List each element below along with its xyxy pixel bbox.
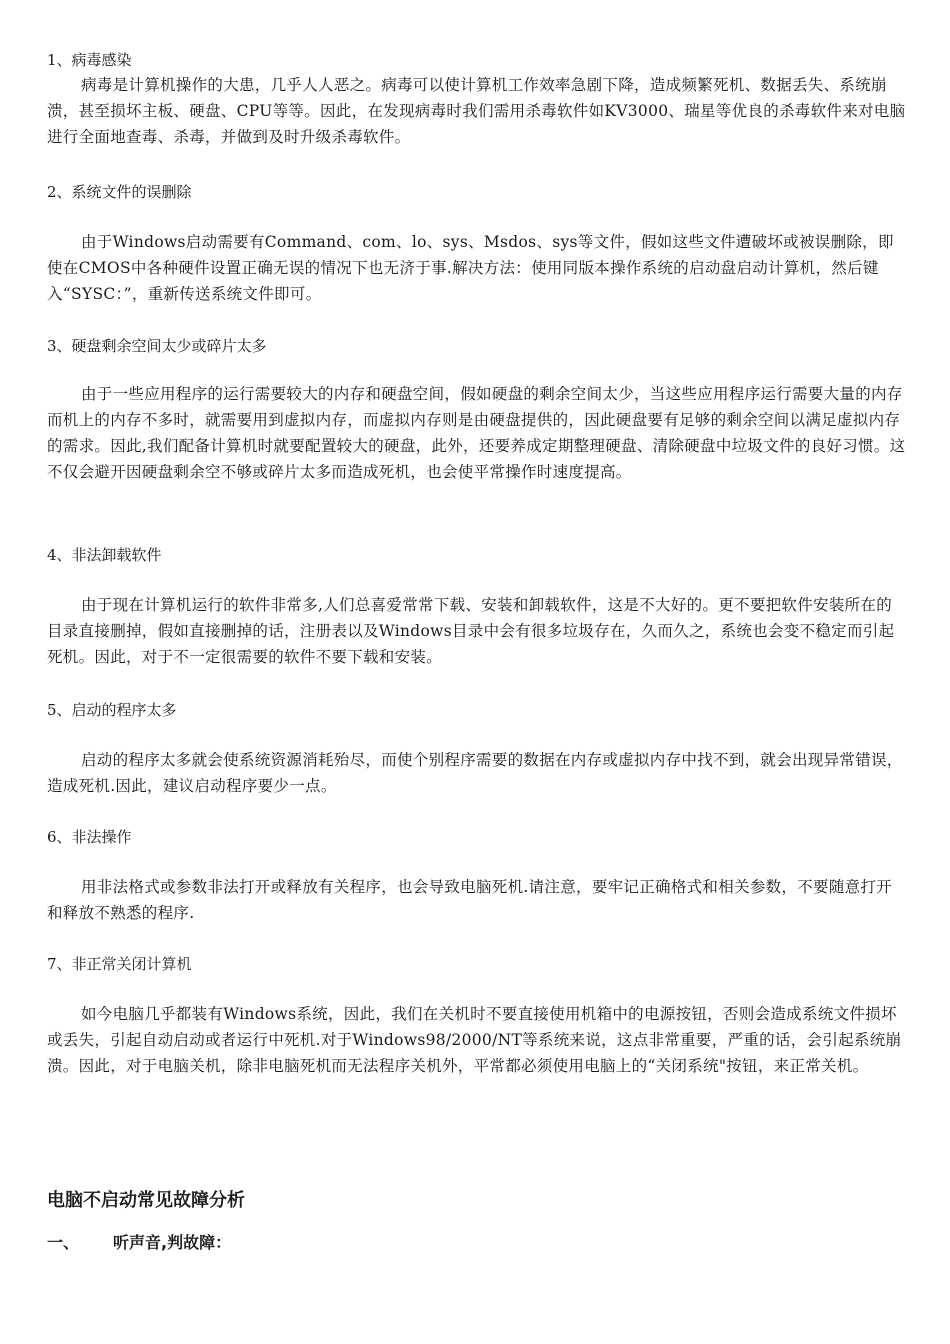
section-text-7: 如今电脑几乎都装有Windows系统，因此，我们在关机时不要直接使用机箱中的电源按钮，否则会造成系统文件损坏或丢失，引起自动启动或者运行中死机.对于Windows98/2000/NT等系统来说，这点非常重要，严重的话，会引起系统崩溃。因此，对于电脑关机，除非电脑死机而无法程序关机外，平常都必须使用电脑上的“关闭系统"按钮，来正常关机。 bbox=[47, 1005, 902, 1075]
sub-heading-number: 一、 bbox=[47, 1233, 80, 1252]
section-text-5: 启动的程序太多就会使系统资源消耗殆尽，而使个别程序需要的数据在内存或虚拟内存中找不到，就会出现异常错误，造成死机.因此，建议启动程序要少一点。 bbox=[47, 751, 903, 795]
section-heading-4: 4、非法卸载软件 bbox=[47, 546, 162, 564]
section-paragraph-3 bbox=[47, 381, 907, 485]
section-paragraph-1 bbox=[47, 72, 907, 150]
section-heading-2: 2、系统文件的误删除 bbox=[47, 183, 192, 201]
sub-heading bbox=[47, 1230, 231, 1253]
section-heading-5: 5、启动的程序太多 bbox=[47, 701, 177, 719]
section-paragraph-5 bbox=[47, 747, 907, 799]
section-paragraph-7 bbox=[47, 1001, 907, 1079]
section-heading-1: 1、病毒感染 bbox=[47, 51, 132, 69]
section-text-2: 由于Windows启动需要有Command、com、lo、sys、Msdos、sys等文件，假如这些文件遭破坏或被误删除，即使在CMOS中各种硬件设置正确无误的情况下也无济于事.解决方法：使用同版本操作系统的启动盘启动计算机，然后键入“SYSC：”，重新传送系统文件即可。 bbox=[47, 233, 894, 303]
section-paragraph-2 bbox=[47, 229, 907, 307]
section-heading-3: 3、硬盘剩余空间太少或碎片太多 bbox=[47, 337, 267, 355]
section-text-3: 由于一些应用程序的运行需要较大的内存和硬盘空间，假如硬盘的剩余空间太少，当这些应用程序运行需要大量的内存而机上的内存不多时，就需要用到虚拟内存，而虚拟内存则是由硬盘提供的，因此硬盘要有足够的剩余空间以满足虚拟内存的需求。因此,我们配备计算机时就要配置较大的硬盘，此外，还要养成定期整理硬盘、清除硬盘中垃圾文件的良好习惯。这不仅会避开因硬盘剩余空不够或碎片太多而造成死机，也会使平常操作时速度提高。 bbox=[47, 385, 906, 481]
section-text-1: 病毒是计算机操作的大患，几乎人人恶之。病毒可以使计算机工作效率急剧下降，造成频繁死机、数据丢失、系统崩溃，甚至损坏主板、硬盘、CPU等等。因此，在发现病毒时我们需用杀毒软件如KV3000、瑞星等优良的杀毒软件来对电脑进行全面地查毒、杀毒，并做到及时升级杀毒软件。 bbox=[47, 76, 906, 146]
sub-heading-text: 听声音,判故障： bbox=[113, 1233, 232, 1252]
section-heading-6: 6、非法操作 bbox=[47, 828, 132, 846]
chapter-title: 电脑不启动常见故障分析 bbox=[47, 1190, 245, 1211]
section-paragraph-6 bbox=[47, 874, 907, 926]
section-text-4: 由于现在计算机运行的软件非常多,人们总喜爱常常下载、安装和卸载软件，这是不大好的。更不要把软件安装所在的目录直接删掉，假如直接删掉的话，注册表以及Windows目录中会有很多垃圾存在，久而久之，系统也会变不稳定而引起死机。因此，对于不一定很需要的软件不要下载和安装。 bbox=[47, 596, 895, 666]
section-text-6: 用非法格式或参数非法打开或释放有关程序，也会导致电脑死机.请注意，要牢记正确格式和相关参数，不要随意打开和释放不熟悉的程序. bbox=[47, 878, 893, 922]
section-heading-7: 7、非正常关闭计算机 bbox=[47, 955, 192, 973]
section-paragraph-4 bbox=[47, 592, 907, 670]
